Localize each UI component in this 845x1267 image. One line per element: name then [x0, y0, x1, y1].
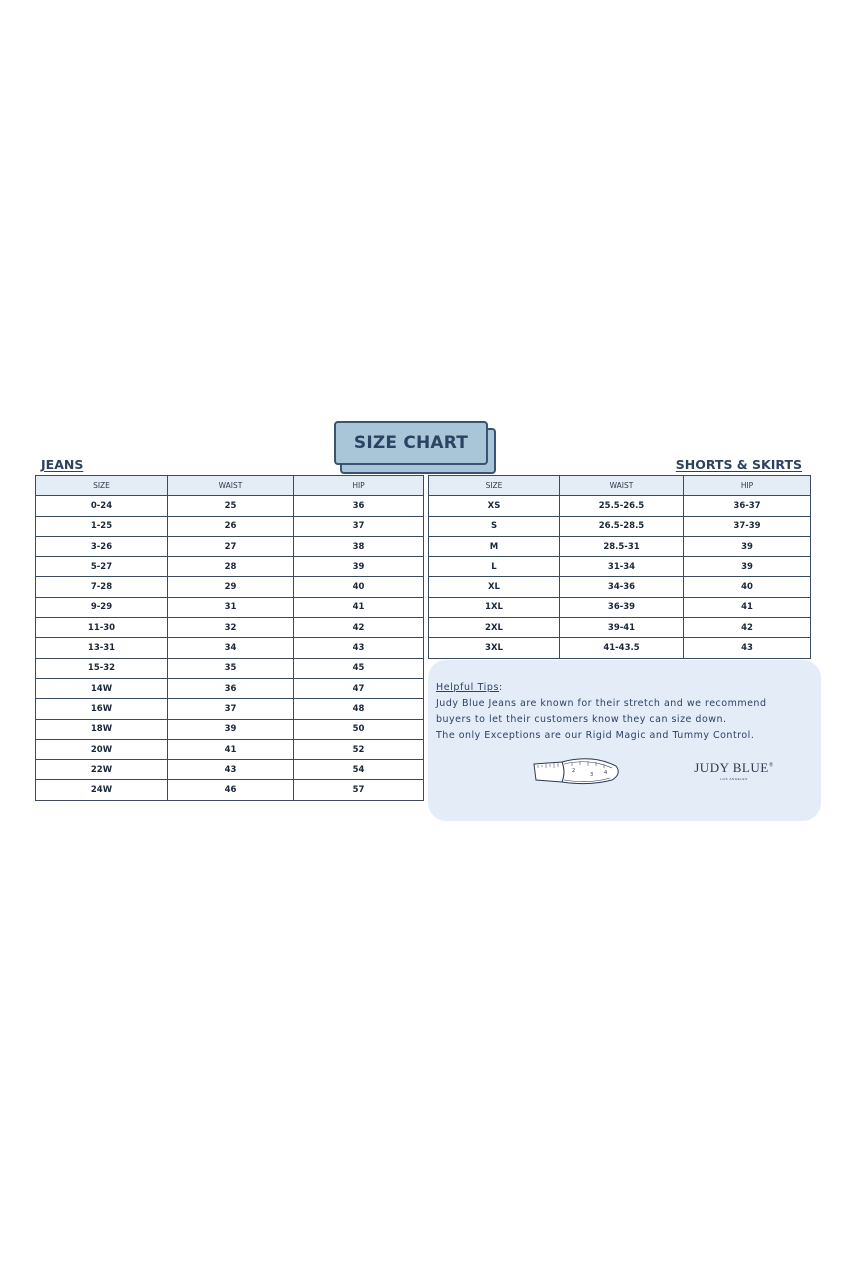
logo-text [694, 760, 774, 776]
helpful-tips-panel [428, 660, 821, 821]
hip-cell: 38 [294, 536, 424, 556]
size-cell: 16W [36, 699, 168, 719]
judy-blue-logo [694, 760, 774, 781]
waist-cell: 36-39 [560, 597, 684, 617]
table-header-row [429, 476, 811, 496]
svg-text:2: 2 [572, 768, 576, 774]
waist-cell: 43 [168, 760, 294, 780]
size-cell: 0-24 [36, 496, 168, 516]
table-row [36, 577, 424, 597]
table-row [429, 516, 811, 536]
size-cell: XS [429, 496, 560, 516]
size-cell: 18W [36, 719, 168, 739]
size-cell: 3-26 [36, 536, 168, 556]
jeans-section-label: JEANS [41, 457, 84, 472]
table-row [429, 597, 811, 617]
column-header-size: SIZE [36, 476, 168, 496]
table-row [36, 496, 424, 516]
size-cell: 1XL [429, 597, 560, 617]
hip-cell: 50 [294, 719, 424, 739]
tips-line-1: Judy Blue Jeans are known for their stretch and we recommend [436, 698, 767, 709]
hip-cell: 39 [294, 557, 424, 577]
size-cell: 5-27 [36, 557, 168, 577]
jeans-size-table [35, 475, 424, 801]
table-row [429, 557, 811, 577]
table-row [36, 780, 424, 800]
logo-name: JUDY BLUE [694, 760, 769, 775]
shorts-size-table [428, 475, 811, 659]
waist-cell: 46 [168, 780, 294, 800]
waist-cell: 41 [168, 739, 294, 759]
hip-cell: 52 [294, 739, 424, 759]
size-cell: L [429, 557, 560, 577]
size-cell: 14W [36, 678, 168, 698]
table-row [36, 719, 424, 739]
table-row [36, 516, 424, 536]
waist-cell: 34 [168, 638, 294, 658]
size-cell: 7-28 [36, 577, 168, 597]
hip-cell: 37 [294, 516, 424, 536]
logo-subtext: LOS ANGELES [720, 777, 748, 781]
size-cell: 15-32 [36, 658, 168, 678]
table-row [36, 638, 424, 658]
size-cell: 22W [36, 760, 168, 780]
hip-cell: 41 [294, 597, 424, 617]
table-row [429, 536, 811, 556]
size-cell: S [429, 516, 560, 536]
table-header-row [36, 476, 424, 496]
svg-text:3: 3 [590, 772, 594, 778]
waist-cell: 37 [168, 699, 294, 719]
hip-cell: 43 [294, 638, 424, 658]
hip-cell: 37-39 [684, 516, 811, 536]
hip-cell: 41 [684, 597, 811, 617]
waist-cell: 31 [168, 597, 294, 617]
hip-cell: 39 [684, 557, 811, 577]
tips-heading-colon: : [499, 682, 503, 693]
waist-cell: 25 [168, 496, 294, 516]
column-header-hip: HIP [294, 476, 424, 496]
table-row [429, 577, 811, 597]
logo-registered-mark: ® [768, 762, 774, 769]
size-cell: 24W [36, 780, 168, 800]
table-row [36, 760, 424, 780]
hip-cell: 54 [294, 760, 424, 780]
waist-cell: 26.5-28.5 [560, 516, 684, 536]
tips-line-2: buyers to let their customers know they can size down. [436, 714, 727, 725]
hip-cell: 42 [684, 618, 811, 638]
size-cell: 2XL [429, 618, 560, 638]
size-cell: 3XL [429, 638, 560, 658]
tips-line-3: The only Exceptions are our Rigid Magic and Tummy Control. [436, 730, 755, 741]
hip-cell: 47 [294, 678, 424, 698]
waist-cell: 29 [168, 577, 294, 597]
size-cell: 1-25 [36, 516, 168, 536]
size-cell: XL [429, 577, 560, 597]
size-cell: 20W [36, 739, 168, 759]
column-header-hip: HIP [684, 476, 811, 496]
hip-cell: 39 [684, 536, 811, 556]
size-cell: M [429, 536, 560, 556]
measuring-tape-icon [532, 756, 622, 788]
waist-cell: 26 [168, 516, 294, 536]
table-row [36, 618, 424, 638]
shorts-section-label: SHORTS & SKIRTS [675, 457, 802, 472]
table-row [36, 536, 424, 556]
hip-cell: 48 [294, 699, 424, 719]
page-title: SIZE CHART [334, 421, 488, 465]
hip-cell: 36 [294, 496, 424, 516]
waist-cell: 28.5-31 [560, 536, 684, 556]
svg-text:4: 4 [604, 770, 608, 776]
table-row [429, 618, 811, 638]
tips-heading [436, 682, 503, 693]
hip-cell: 40 [684, 577, 811, 597]
hip-cell: 45 [294, 658, 424, 678]
size-chart-title-badge [334, 421, 496, 473]
waist-cell: 27 [168, 536, 294, 556]
waist-cell: 35 [168, 658, 294, 678]
waist-cell: 34-36 [560, 577, 684, 597]
table-row [36, 699, 424, 719]
waist-cell: 25.5-26.5 [560, 496, 684, 516]
waist-cell: 32 [168, 618, 294, 638]
waist-cell: 28 [168, 557, 294, 577]
hip-cell: 57 [294, 780, 424, 800]
table-row [429, 638, 811, 658]
column-header-waist: WAIST [560, 476, 684, 496]
table-row [36, 557, 424, 577]
size-cell: 13-31 [36, 638, 168, 658]
size-cell: 9-29 [36, 597, 168, 617]
waist-cell: 39-41 [560, 618, 684, 638]
column-header-waist: WAIST [168, 476, 294, 496]
waist-cell: 41-43.5 [560, 638, 684, 658]
tips-heading-text: Helpful Tips [436, 682, 500, 693]
waist-cell: 36 [168, 678, 294, 698]
table-row [429, 496, 811, 516]
waist-cell: 31-34 [560, 557, 684, 577]
table-row [36, 739, 424, 759]
waist-cell: 39 [168, 719, 294, 739]
column-header-size: SIZE [429, 476, 560, 496]
hip-cell: 40 [294, 577, 424, 597]
table-row [36, 658, 424, 678]
hip-cell: 43 [684, 638, 811, 658]
size-cell: 11-30 [36, 618, 168, 638]
table-row [36, 597, 424, 617]
table-row [36, 678, 424, 698]
hip-cell: 36-37 [684, 496, 811, 516]
hip-cell: 42 [294, 618, 424, 638]
